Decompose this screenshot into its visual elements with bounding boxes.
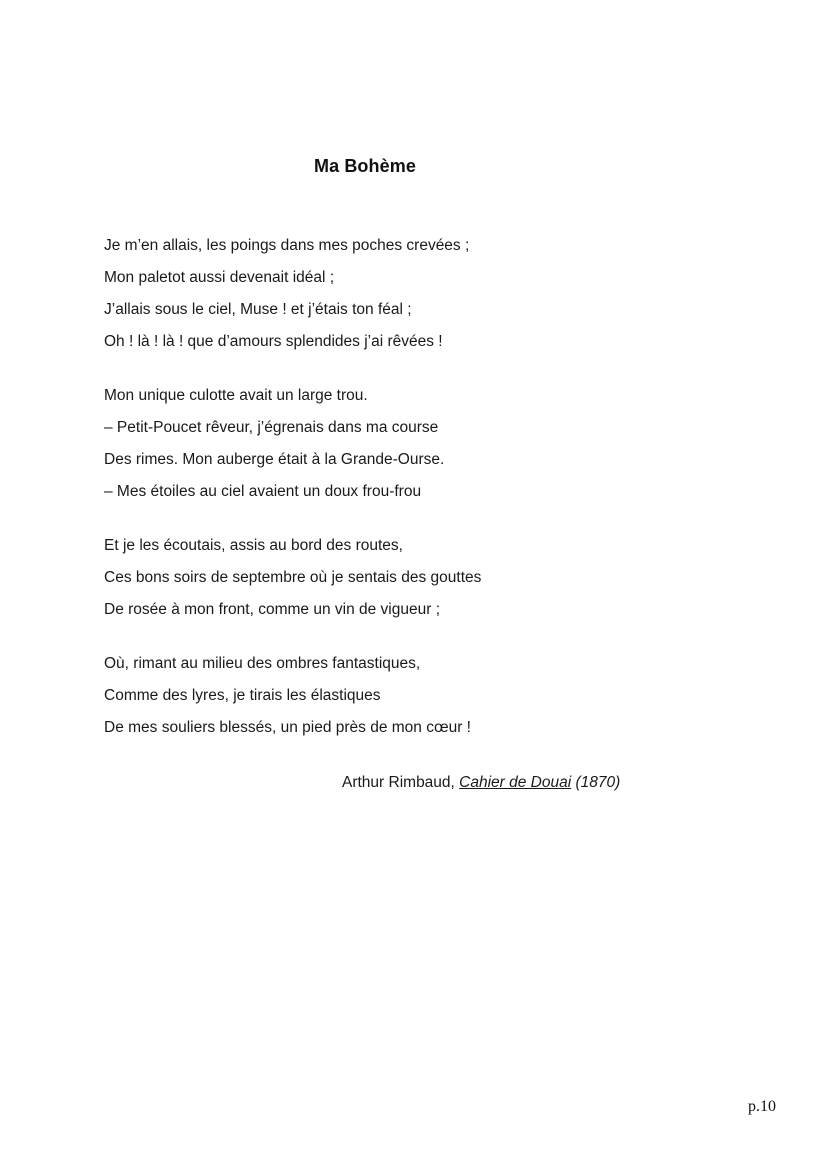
poem-line: Où, rimant au milieu des ombres fantastiques, xyxy=(104,655,421,672)
attribution-year: (1870) xyxy=(575,774,621,791)
poem-line: – Petit-Poucet rêveur, j’égrenais dans ma course xyxy=(104,419,439,436)
poem-body xyxy=(104,236,664,772)
stanza-2 xyxy=(104,386,664,514)
attribution-work-title: Cahier de Douai xyxy=(459,774,572,791)
poem-line: Comme des lyres, je tirais les élastiques xyxy=(104,687,381,704)
poem-line: J’allais sous le ciel, Muse ! et j’étais ton féal ; xyxy=(104,301,412,318)
poem-line: Mon unique culotte avait un large trou. xyxy=(104,387,368,404)
poem-line: De mes souliers blessés, un pied près de mon cœur ! xyxy=(104,719,471,736)
poem-title: Ma Bohème xyxy=(314,156,416,176)
poem-line: Mon paletot aussi devenait idéal ; xyxy=(104,269,335,286)
poem-line: Je m’en allais, les poings dans mes poches crevées ; xyxy=(104,237,470,254)
poem-line: De rosée à mon front, comme un vin de vigueur ; xyxy=(104,601,440,618)
stanza-3 xyxy=(104,536,664,632)
attribution-author: Arthur Rimbaud, xyxy=(342,774,455,791)
page-number: p.10 xyxy=(748,1098,776,1115)
poem-line: Et je les écoutais, assis au bord des routes, xyxy=(104,537,403,554)
poem-line: Des rimes. Mon auberge était à la Grande-Ourse. xyxy=(104,451,445,468)
poem-line: – Mes étoiles au ciel avaient un doux frou-frou xyxy=(104,483,422,500)
poem-attribution xyxy=(342,773,620,793)
poem-line: Oh ! là ! là ! que d’amours splendides j’ai rêvées ! xyxy=(104,333,443,350)
stanza-1 xyxy=(104,236,664,364)
poem-line: Ces bons soirs de septembre où je sentais des gouttes xyxy=(104,569,482,586)
stanza-4 xyxy=(104,654,664,750)
